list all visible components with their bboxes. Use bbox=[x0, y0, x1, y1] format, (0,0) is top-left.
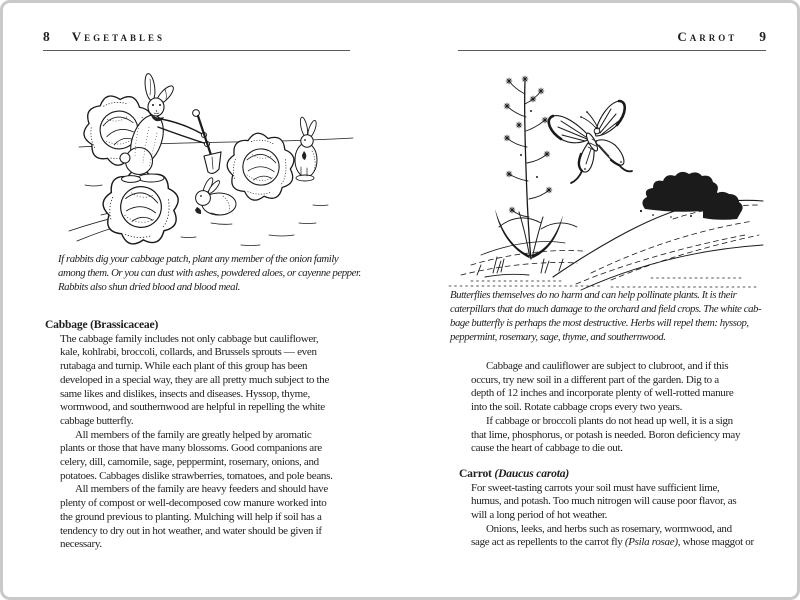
crouching-rabbit bbox=[195, 177, 236, 215]
left-page-number: 8 bbox=[43, 29, 50, 44]
carrot-body-text bbox=[471, 482, 777, 551]
paragraph: All members of the family are heavy feeders and should have plenty of compost or well-decomposed cow manure worked into the ground previous to planting. Mulching will help if soil has a tendency to dry out in hot weather, and water should be given if necessary. bbox=[60, 483, 328, 551]
cabbage-continuation-text bbox=[471, 360, 777, 456]
flowering-plant bbox=[477, 76, 563, 277]
left-page-header bbox=[43, 29, 350, 51]
spade bbox=[193, 110, 221, 174]
right-text-column bbox=[459, 360, 777, 550]
cabbage-body-text bbox=[60, 333, 363, 552]
section-species: (Brassicaceae) bbox=[90, 318, 159, 331]
right-running-title: Carrot bbox=[677, 29, 738, 44]
rabbits-cabbage-illustration bbox=[61, 55, 361, 249]
left-running-title: Vegetables bbox=[71, 29, 165, 44]
paragraph: Cabbage and cauliflower are subject to clubroot, and if this occurs, try new soil in a different part of the garden. Dig to a depth of 12 inches and incorporate plenty of well-rotted manure into the soil. Rotate cabbage crops every two years. bbox=[471, 360, 734, 414]
swallowtail-butterfly bbox=[549, 101, 632, 183]
section-name: Carrot bbox=[459, 466, 492, 480]
left-illustration-caption: If rabbits dig your cabbage patch, plant any member of the onion family among them. Or you can dust with ashes, powdered aloes, or cayenne pepper. Rabbits also shun dried blood and blood meal. bbox=[58, 253, 361, 293]
right-illustration-caption: Butterflies themselves do no harm and can help pollinate plants. It is their caterpillars that do much damage to the orchard and field crops. The white cab- bage butterfly is perhaps the most destructive. Herbs will repel them: hyssop, peppermint, rosemary, sage, thyme, and southernwood. bbox=[450, 289, 762, 343]
paragraph: Onions, leeks, and herbs such as rosemary, wormwood, and sage act as repellents to the carrot fly (Psila rosae), whose maggot or bbox=[471, 522, 754, 549]
paragraph: For sweet-tasting carrots your soil must have sufficient lime, humus, and potash. Too much nitrogen will cause poor flavor, as will a long period of hot weather. bbox=[471, 481, 737, 522]
paragraph: All members of the family are greatly helped by aromatic plants or those that have many blossoms. Good companions are celery, dill, camomile, sage, peppermint, rosemary, onions, and potatoes. Cabbages dislike strawberries, tomatoes, and pole beans. bbox=[60, 428, 333, 482]
right-page-header bbox=[458, 29, 766, 51]
rabbit-paw-mark bbox=[195, 207, 201, 214]
sitting-rabbit bbox=[295, 117, 318, 181]
section-species: (Daucus carota) bbox=[494, 466, 570, 480]
section-name: Cabbage bbox=[45, 318, 88, 331]
right-page-number: 9 bbox=[759, 29, 766, 44]
section-heading-cabbage bbox=[45, 318, 363, 332]
section-heading-carrot bbox=[459, 467, 777, 481]
left-text-column bbox=[45, 318, 363, 552]
paragraph: The cabbage family includes not only cabbage but cauliflower, kale, kohlrabi, broccoli, collards, and Brussels sprouts — even rutabaga and turnip. While each plant of this group has been developed in a special way, they are all pretty much subject to the same likes and dislikes, insects and diseases. Hyssop, thyme, wormwood, and southernwood are helpful in repelling the white cabbage butterfly. bbox=[60, 332, 330, 427]
butterfly-plant-illustration bbox=[441, 59, 765, 293]
bush bbox=[640, 172, 743, 220]
paragraph: If cabbage or broccoli plants do not head up well, it is a sign that lime, phosphorus, or potash is needed. Boron deficiency may cause the heart of cabbage to die out. bbox=[471, 414, 741, 455]
